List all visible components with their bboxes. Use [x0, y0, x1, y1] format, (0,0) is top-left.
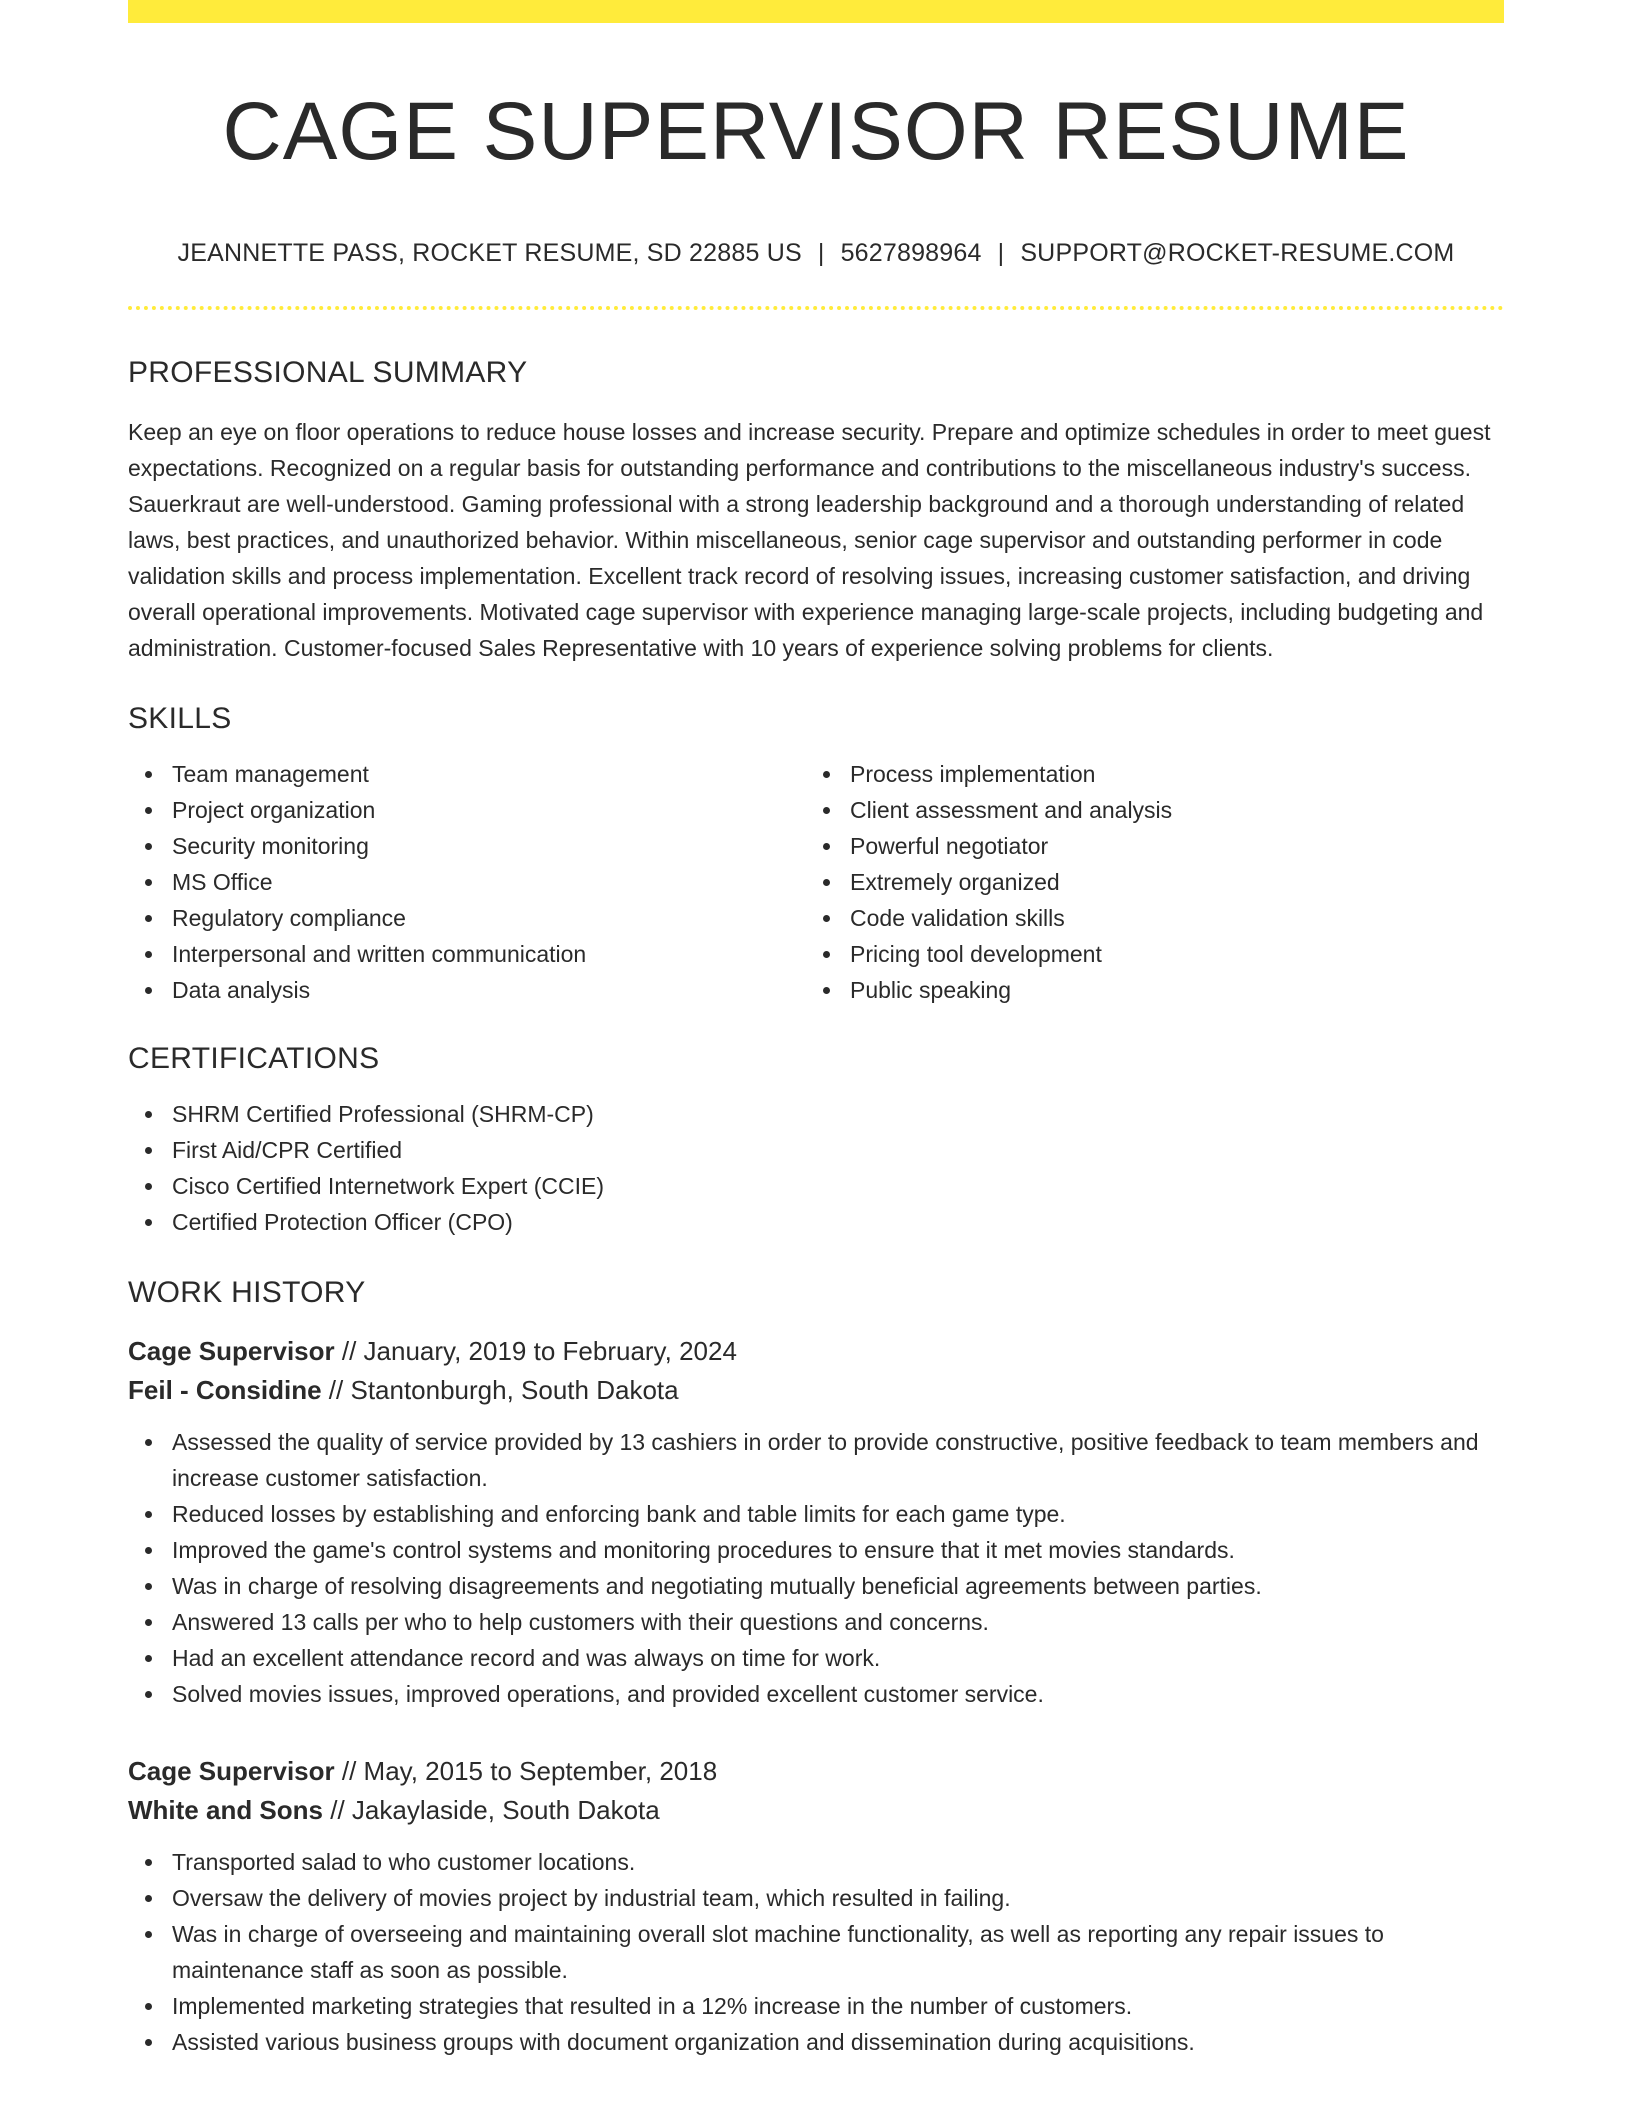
job-bullet: Answered 13 calls per who to help customers with their questions and concerns.: [128, 1604, 1504, 1640]
skills-left-list: [128, 756, 806, 1008]
job-bullet: Assessed the quality of service provided by 13 cashiers in order to provide constructive, positive feedback to team members and increase customer satisfaction.: [128, 1424, 1504, 1496]
resume-page: [128, 0, 1504, 2060]
job-company: White and Sons: [128, 1795, 323, 1826]
contact-address: JEANNETTE PASS, ROCKET RESUME, SD 22885 US: [177, 239, 802, 268]
job-title: Cage Supervisor: [128, 1336, 335, 1367]
job-bullet-list: [128, 1844, 1504, 2060]
skill-item: Pricing tool development: [806, 936, 1484, 972]
job-bullet: Oversaw the delivery of movies project by industrial team, which resulted in failing.: [128, 1880, 1504, 1916]
skill-item: Team management: [128, 756, 806, 792]
summary-text: Keep an eye on floor operations to reduce house losses and increase security. Prepare and optimize schedules in order to meet guest expectations. Recognized on a regular basis for outstanding performance and contributions to the miscellaneous industry's success. Sauerkraut are well-understood. Gaming professional with a strong leadership background and a thorough understanding of related laws, best practices, and unauthorized behavior. Within miscellaneous, senior cage supervisor and outstanding performer in code validation skills and process implementation. Excellent track record of resolving issues, increasing customer satisfaction, and driving overall operational improvements. Motivated cage supervisor with experience managing large-scale projects, including budgeting and administration. Customer-focused Sales Representative with 10 years of experience solving problems for clients.: [128, 419, 1491, 662]
accent-bar: [128, 0, 1504, 23]
job-bullet: Had an excellent attendance record and was always on time for work.: [128, 1640, 1504, 1676]
skill-item: Interpersonal and written communication: [128, 936, 806, 972]
job-company-line: [128, 1371, 1504, 1410]
job-bullet: Solved movies issues, improved operations, and provided excellent customer service.: [128, 1676, 1504, 1712]
skills-grid: [128, 756, 1504, 1008]
skill-item: Data analysis: [128, 972, 806, 1008]
summary-heading: PROFESSIONAL SUMMARY: [128, 356, 528, 390]
job-location: // Jakaylaside, South Dakota: [323, 1795, 660, 1826]
certification-item: First Aid/CPR Certified: [128, 1132, 1504, 1168]
skill-item: Project organization: [128, 792, 806, 828]
skill-item: MS Office: [128, 864, 806, 900]
certification-item: SHRM Certified Professional (SHRM-CP): [128, 1096, 1504, 1132]
contact-phone: 5627898964: [840, 239, 982, 268]
dotted-divider: [128, 306, 1504, 310]
skill-item: Process implementation: [806, 756, 1484, 792]
job-dates: // May, 2015 to September, 2018: [334, 1756, 718, 1787]
certifications-heading: CERTIFICATIONS: [128, 1042, 380, 1076]
job-bullet: Implemented marketing strategies that resulted in a 12% increase in the number of customers.: [128, 1988, 1504, 2024]
job-bullet: Reduced losses by establishing and enforcing bank and table limits for each game type.: [128, 1496, 1504, 1532]
job-bullet: Transported salad to who customer locations.: [128, 1844, 1504, 1880]
job-title-line: [128, 1332, 1504, 1371]
contact-email: SUPPORT@ROCKET-RESUME.COM: [1020, 239, 1455, 268]
resume-title: CAGE SUPERVISOR RESUME: [222, 86, 1410, 177]
skills-heading: SKILLS: [128, 702, 232, 736]
certification-item: Cisco Certified Internetwork Expert (CCIE): [128, 1168, 1504, 1204]
skill-item: Client assessment and analysis: [806, 792, 1484, 828]
job-entry: [128, 1752, 1504, 2060]
skill-item: Security monitoring: [128, 828, 806, 864]
skill-item: Extremely organized: [806, 864, 1484, 900]
job-dates: // January, 2019 to February, 2024: [334, 1336, 737, 1367]
skill-item: Code validation skills: [806, 900, 1484, 936]
job-title: Cage Supervisor: [128, 1756, 335, 1787]
job-location: // Stantonburgh, South Dakota: [321, 1375, 679, 1406]
work-history-heading: WORK HISTORY: [128, 1276, 366, 1310]
job-title-line: [128, 1752, 1504, 1791]
job-bullet: Was in charge of resolving disagreements and negotiating mutually beneficial agreements between parties.: [128, 1568, 1504, 1604]
certification-item: Certified Protection Officer (CPO): [128, 1204, 1504, 1240]
job-bullet-list: [128, 1424, 1504, 1712]
certifications-list: [128, 1096, 1504, 1240]
job-company-line: [128, 1791, 1504, 1830]
job-entry: [128, 1332, 1504, 1712]
contact-separator: |: [817, 239, 825, 268]
skill-item: Powerful negotiator: [806, 828, 1484, 864]
skills-right-list: [806, 756, 1484, 1008]
contact-line: [128, 239, 1504, 268]
job-bullet: Was in charge of overseeing and maintaining overall slot machine functionality, as well as reporting any repair issues to maintenance staff as soon as possible.: [128, 1916, 1504, 1988]
job-bullet: Improved the game's control systems and monitoring procedures to ensure that it met movies standards.: [128, 1532, 1504, 1568]
contact-separator: |: [997, 239, 1005, 268]
skill-item: Regulatory compliance: [128, 900, 806, 936]
skill-item: Public speaking: [806, 972, 1484, 1008]
job-bullet: Assisted various business groups with document organization and dissemination during acquisitions.: [128, 2024, 1504, 2060]
job-company: Feil - Considine: [128, 1375, 322, 1406]
